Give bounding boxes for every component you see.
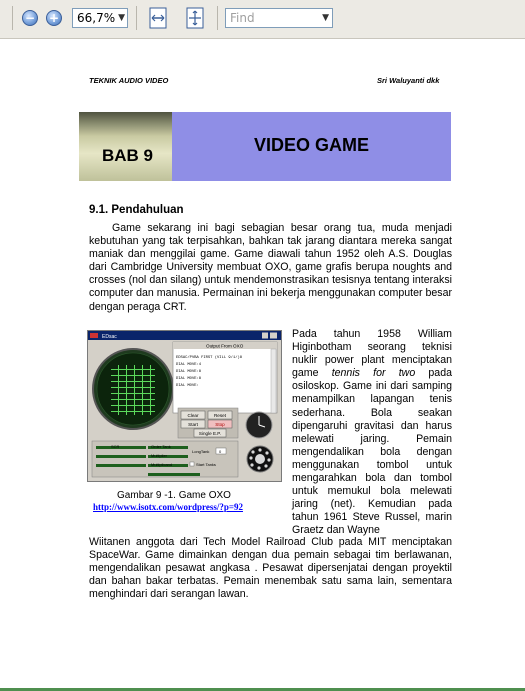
- output-scrollbar: [271, 349, 276, 413]
- fit-width-icon[interactable]: [148, 7, 168, 29]
- zoom-out-icon[interactable]: −: [22, 10, 38, 26]
- app-icon: [90, 333, 98, 338]
- figure-caption: Gambar 9 -1. Game OXO: [117, 490, 231, 501]
- label-scr: SCR: [111, 444, 120, 449]
- label-order-tank: Order Tank: [151, 444, 171, 449]
- paragraph: Wiitanen anggota dari Tech Model Railroad Club pada MIT menciptakan SpaceWar. Game dimainkan dengan dua pemain sebagai tim berlawanan, mengendalikan pesawat angkasa . Pesawat dipersenjatai dengan proyektil dan bahan bakar terbatas. Pemain menembak satu sama lain, sementara menghindari dari serangan lawan.: [89, 536, 452, 601]
- output-line: DIAL MOVE:: [176, 384, 199, 388]
- chapter-banner: [79, 112, 451, 181]
- figure-single-button: Single E.P.: [198, 431, 222, 436]
- toolbar-separator: [12, 6, 13, 30]
- label-long-tank: LongTank: [192, 449, 210, 454]
- find-placeholder: Find: [230, 11, 255, 25]
- figure-stop-button: Stop: [215, 422, 225, 427]
- running-header-right: Sri Waluyanti dkk: [377, 76, 440, 85]
- toolbar-separator: [217, 6, 218, 30]
- chevron-down-icon[interactable]: ▼: [322, 13, 329, 23]
- chapter-title-panel: [172, 112, 451, 181]
- label-multiplier: Multiplier: [151, 453, 168, 458]
- toolbar-separator: [136, 6, 137, 30]
- running-header-left: TEKNIK AUDIO VIDEO: [89, 76, 169, 85]
- figure-source-link[interactable]: http://www.isotx.com/wordpress/?p=92: [93, 502, 243, 512]
- figure-clear-button: Clear: [187, 413, 199, 418]
- paragraph-italic-text: tennis for two: [331, 367, 416, 380]
- chapter-label: BAB 9: [102, 146, 154, 165]
- label-start-tanks: Start Tanks: [196, 462, 216, 467]
- figure-start-button: Start: [188, 422, 198, 427]
- figure-window-title: EDsac: [102, 334, 117, 340]
- output-line: DIAL MOVE:8: [176, 377, 202, 381]
- zoom-level-select[interactable]: [72, 8, 128, 28]
- output-line: DIAL MOVE:4: [176, 363, 202, 367]
- paragraph: [292, 328, 452, 538]
- figure-reset-button: Reset: [213, 413, 227, 418]
- label-multiplicand: Multiplicand: [151, 462, 173, 467]
- paragraph-text: Pada tahun 1958 William Higinbotham seorang teknisi nuklir power plant menciptakan game: [292, 328, 452, 380]
- section-title: 9.1. Pendahuluan: [89, 204, 184, 216]
- chapter-title: VIDEO GAME: [253, 135, 369, 155]
- fit-page-icon[interactable]: [185, 7, 205, 29]
- pdf-toolbar: [0, 0, 525, 39]
- close-icon: [270, 333, 277, 339]
- output-line: EDSAC/PVBA FIRST (VILL 9/1/)8: [176, 356, 243, 360]
- zoom-in-icon[interactable]: +: [46, 10, 62, 26]
- find-input[interactable]: [225, 8, 333, 28]
- figure-oxo-screenshot: [87, 330, 282, 482]
- chevron-down-icon[interactable]: ▼: [118, 13, 125, 23]
- zoom-level-value: 66,7%: [77, 11, 116, 25]
- start-tanks-checkbox: [190, 462, 194, 466]
- minimize-icon: [262, 333, 268, 339]
- long-tank-value: 0: [219, 449, 222, 454]
- paragraph-text: pada osiloskop. Game ini dari samping menampilkan lapangan tenis sederhana. Bola seakan dipengaruhi gravitasi dan harus melewati jaring. Pemain mengendalikan bola dengan menggunakan tombol untuk mengarahkan bola dan tombol untuk memukul bola melewati jaring (net). Kemudian pada tahun 1961 Steve Russel, marin Graetz dan Wayne: [292, 367, 452, 537]
- output-title: Output From OXO: [206, 343, 244, 349]
- output-line: DIAL MOVE:8: [176, 370, 202, 374]
- chapter-label-panel: [79, 112, 172, 181]
- paragraph: Game sekarang ini bagi sebagian besar orang tua, muda menjadi kebutuhan yang tak terpisahkan, bahkan tak jarang diantara mereka sangat maniak dan menggilai game. Game diawali tahun 1952 oleh A.S. Douglas dari Cambridge University membuat OXO, game grafis berupa noughts and crosses (nol dan silang) untuk mendemonstrasikan tesisnya tentang interaksi computer dan manusia. Permainan ini bekerja menggunakan computer besar dengan peraga CRT.: [89, 222, 452, 313]
